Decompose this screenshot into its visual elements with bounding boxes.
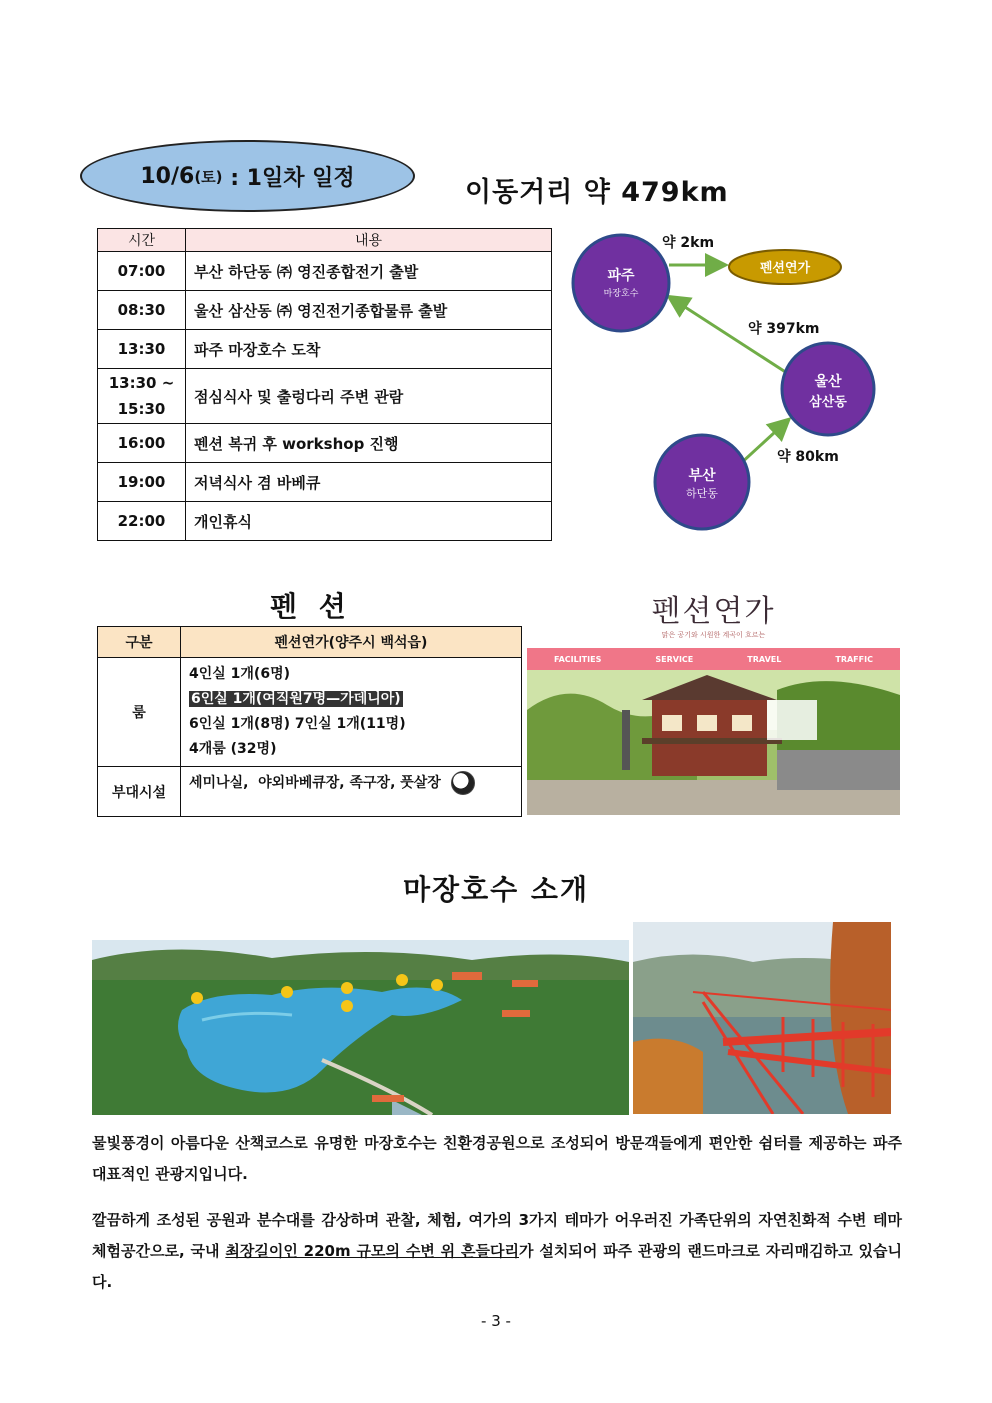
soccer-ball-icon <box>451 771 475 795</box>
pension-title: 펜 션 <box>270 590 352 623</box>
menu-item-traffic: TRAFFIC <box>835 654 873 664</box>
col-header-time: 시간 <box>98 229 186 252</box>
page-number: - 3 - <box>481 1312 511 1330</box>
pension-logo-tagline: 맑은 공기와 시원한 계곡이 흐르는 <box>661 631 766 639</box>
route-diagram <box>565 225 895 545</box>
day-label <box>80 140 415 212</box>
col-header-category: 구분 <box>98 627 181 658</box>
day-weekday: (토) <box>194 167 223 186</box>
content-cell: 저녁식사 겸 바베큐 <box>186 463 552 502</box>
time-cell: 13:30 <box>98 330 186 369</box>
room-label: 룸 <box>98 658 181 767</box>
pension-site-menu <box>527 648 900 670</box>
pension-logo <box>527 580 900 648</box>
menu-item-travel: TRAVEL <box>747 654 782 664</box>
pension-logo-name: 펜션연가 <box>651 594 776 629</box>
content-cell: 파주 마장호수 도착 <box>186 330 552 369</box>
lake-map-image <box>92 940 629 1115</box>
table-row <box>98 502 552 541</box>
pension-building-photo <box>527 670 900 815</box>
suspension-bridge-photo <box>633 922 891 1114</box>
leg-label: 약 2km <box>662 235 715 251</box>
content-cell: 개인휴식 <box>186 502 552 541</box>
node-busan-name: 부산 <box>688 468 716 484</box>
table-row <box>98 369 552 424</box>
content-cell: 울산 삼산동 ㈜ 영진전기종합물류 출발 <box>186 291 552 330</box>
table-row <box>98 252 552 291</box>
menu-item-service: SERVICE <box>655 654 694 664</box>
leg-label: 약 397km <box>748 321 820 337</box>
content-cell: 점심식사 및 출렁다리 주변 관람 <box>186 369 552 424</box>
node-ulsan-name: 울산 <box>814 374 842 390</box>
node-ulsan-sub: 삼산동 <box>809 395 847 410</box>
node-busan-sub: 하단동 <box>686 487 718 500</box>
node-paju-sub: 마장호수 <box>603 289 639 299</box>
room-item: 6인실 1개(8명) 7인실 1개(11명) <box>189 716 406 732</box>
pension-website-image <box>527 580 900 815</box>
facility-list: 세미나실, 야외바베큐장, 족구장, 풋살장 <box>189 775 441 791</box>
time-cell: 16:00 <box>98 424 186 463</box>
time-cell: 19:00 <box>98 463 186 502</box>
distance-title: 이동거리 약 479km <box>465 177 729 208</box>
content-cell: 부산 하단동 ㈜ 영진종합전기 출발 <box>186 252 552 291</box>
col-header-pension: 펜션연가(양주시 백석읍) <box>181 627 522 658</box>
day-title: : 1일차 일정 <box>222 165 355 191</box>
content-cell: 펜션 복귀 후 workshop 진행 <box>186 424 552 463</box>
lake-paragraph-2-b: 가 설치되어 파주 관광의 랜드마크로 자리매김하고 있습니다. <box>92 1242 902 1291</box>
room-item: 4인실 1개(6명) <box>189 666 290 682</box>
lake-title: 마장호수 소개 <box>402 873 590 906</box>
node-pension-name: 펜션연가 <box>759 261 811 276</box>
leg-label: 약 80km <box>777 449 839 465</box>
time-cell <box>98 369 186 424</box>
table-row <box>98 424 552 463</box>
menu-item-facilities: FACILITIES <box>554 654 602 664</box>
time-cell: 07:00 <box>98 252 186 291</box>
room-item <box>189 687 513 712</box>
schedule-table <box>97 228 552 541</box>
time-start: 13:30 ~ <box>108 374 175 392</box>
room-item-highlight: 6인실 1개(여직원7명—가데니아) <box>191 691 401 707</box>
node-paju-name: 파주 <box>607 268 635 284</box>
lake-paragraph-2-underline: 최장길이인 220m 규모의 수변 위 흔들다리 <box>225 1242 519 1260</box>
day-date: 10/6 <box>140 163 195 189</box>
table-row <box>98 463 552 502</box>
lake-paragraph-2-a: 깔끔하게 조성된 공원과 분수대를 감상하며 관찰, 체험, 여가의 3가지 테마가 어우러진 가족단위의 자연친화적 수변 테마 체험공간으로, 국내 <box>92 1211 902 1260</box>
table-row <box>98 767 522 817</box>
col-header-content: 내용 <box>186 229 552 252</box>
table-row <box>98 658 522 767</box>
facility-cell <box>181 767 522 817</box>
table-row <box>98 330 552 369</box>
lake-paragraph-1: 물빛풍경이 아름다운 산책코스로 유명한 마장호수는 친환경공원으로 조성되어 방문객들에게 편안한 쉼터를 제공하는 파주 대표적인 관광지입니다. <box>92 1134 902 1183</box>
time-cell: 08:30 <box>98 291 186 330</box>
time-end: 15:30 <box>117 400 166 418</box>
lake-paragraph-2 <box>92 1205 902 1298</box>
room-item: 4개룸 (32명) <box>189 741 277 757</box>
facility-label: 부대시설 <box>98 767 181 817</box>
pension-table <box>97 626 522 817</box>
time-cell: 22:00 <box>98 502 186 541</box>
room-list <box>181 658 522 767</box>
table-row <box>98 291 552 330</box>
